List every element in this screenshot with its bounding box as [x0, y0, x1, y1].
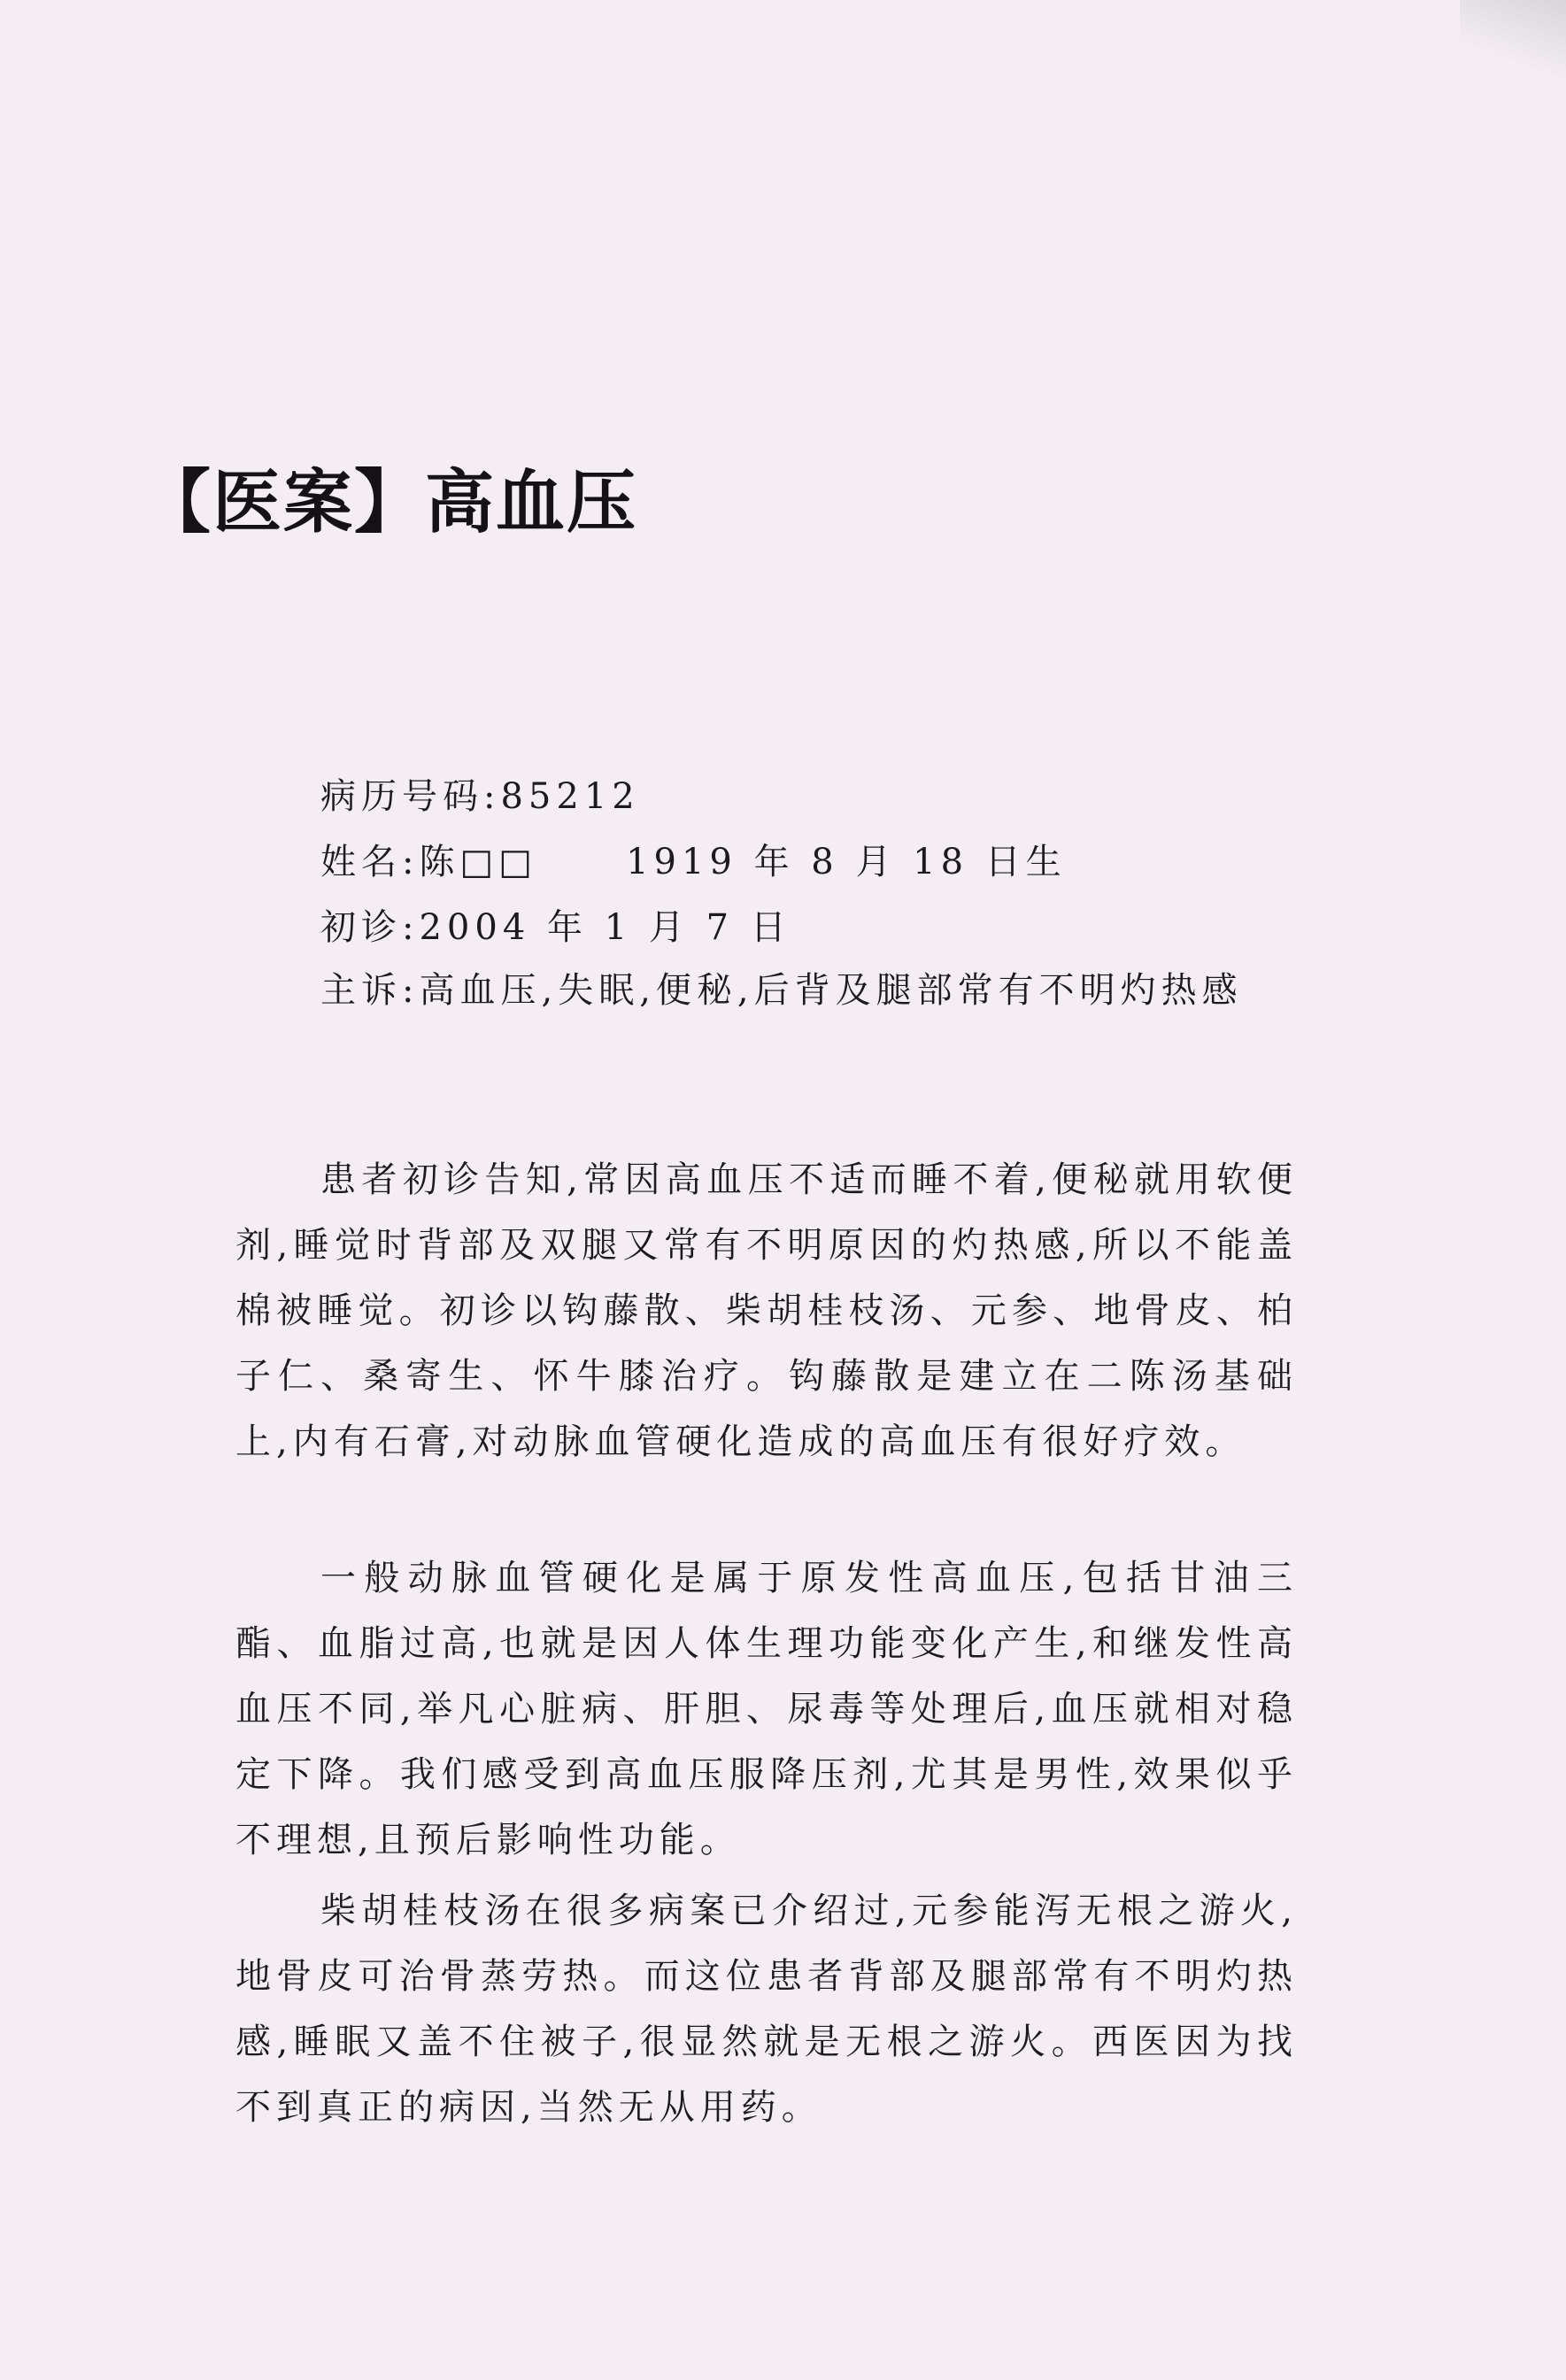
- patient-line: [320, 834, 1067, 884]
- case-title: 【医案】高血压: [142, 463, 638, 543]
- body-paragraph: 柴胡桂枝汤在很多病案已介绍过,元参能泻无根之游火,地骨皮可治骨蒸劳热。而这位患者背部及腿部常有不明灼热感,睡眠又盖不住被子,很显然就是无根之游火。西医因为找不到真正的病因,当然无从用药。: [235, 1891, 1298, 2128]
- body-paragraph: 患者初诊告知,常因高血压不适而睡不着,便秘就用软便剂,睡觉时背部及双腿又常有不明原因的灼热感,所以不能盖棉被睡觉。初诊以钩藤散、柴胡桂枝汤、元参、地骨皮、柏子仁、桑寄生、怀牛膝治疗。钩藤散是建立在二陈汤基础上,内有石膏,对动脉血管硬化造成的高血压有很好疗效。: [235, 1159, 1298, 1462]
- scan-corner-shadow: [1460, 0, 1566, 80]
- patient-name: 姓名:陈□□: [320, 842, 538, 882]
- chief-complaint: 主诉:高血压,失眠,便秘,后背及腿部常有不明灼热感: [320, 970, 1243, 1011]
- first-visit-date: 初诊:2004 年 1 月 7 日: [320, 907, 791, 948]
- body-paragraph: 一般动脉血管硬化是属于原发性高血压,包括甘油三酯、血脂过高,也就是因人体生理功能变化产生,和继发性高血压不同,举凡心脏病、肝胆、尿毒等处理后,血压就相对稳定下降。我们感受到高血压服降压剂,尤其是男性,效果似乎不理想,且预后影响性功能。: [235, 1558, 1298, 1860]
- record-number: 病历号码:85212: [320, 776, 640, 817]
- patient-birth: 1919 年 8 月 18 日生: [626, 842, 1067, 882]
